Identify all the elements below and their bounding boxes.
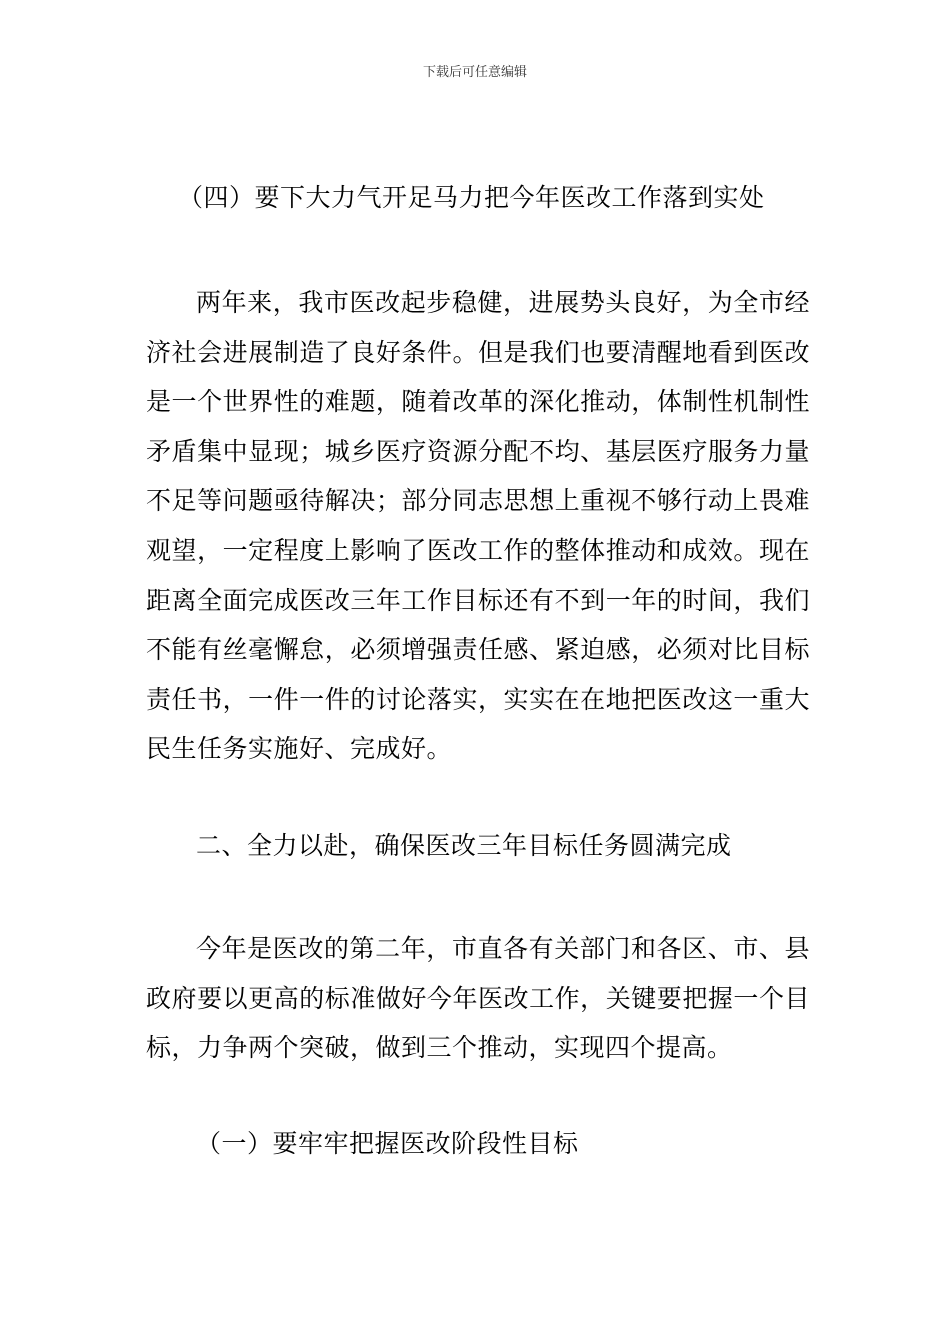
body-paragraph-one: 两年来，我市医改起步稳健，进展势头良好，为全市经济社会进展制造了良好条件。但是我们也要清醒地看到医改是一个世界性的难题，随着改革的深化推动，体制性机制性矛盾集中显现；城乡医疗资源分配不均、基层医疗服务力量不足等问题亟待解决；部分同志思想上重视不够行动上畏难观望，一定程度上影响了医改工作的整体推动和成效。现在距离全面完成医改三年工作目标还有不到一年的时间，我们不能有丝毫懈怠，必须增强责任感、紧迫感，必须对比目标责任书，一件一件的讨论落实，实实在在地把医改这一重大民生任务实施好、完成好。 — [146, 288, 810, 764]
subsection-heading-four: （四）要下大力气开足马力把今年医改工作落到实处 — [178, 183, 765, 212]
body-paragraph-two: 今年是医改的第二年，市直各有关部门和各区、市、县政府要以更高的标准做好今年医改工作，关键要把握一个目标，力争两个突破，做到三个推动，实现四个提高。 — [146, 934, 810, 1063]
header-note: 下载后可任意编辑 — [422, 65, 527, 80]
subsection-heading-one: （一）要牢牢把握医改阶段性目标 — [196, 1129, 579, 1158]
section-heading-two: 二、全力以赴，确保医改三年目标任务圆满完成 — [196, 831, 732, 860]
